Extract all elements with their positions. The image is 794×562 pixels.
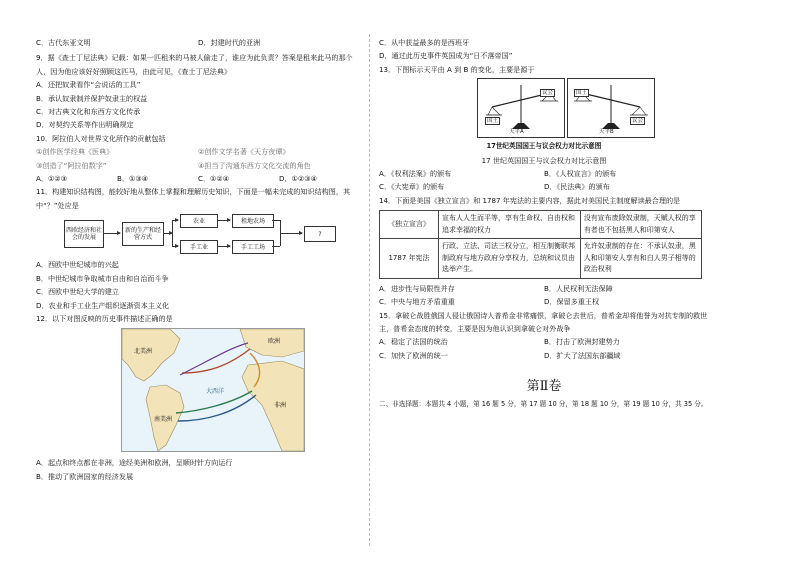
flow-origin-box: 西欧经济和社会的发展 xyxy=(64,220,104,248)
part-two-instructions: 二、非选择题：本题共 4 小题，第 16 题 5 分，第 17 题 10 分，第 18 题 10 分，第 19 题 10 分，共 35 分。 xyxy=(379,399,708,408)
flow-craft-box: 手工业 xyxy=(180,240,218,254)
q15-option-a: A．稳定了法国的统治 xyxy=(379,337,448,347)
q11-option-b: B．中世纪城市争取城市自由和自治而斗争 xyxy=(36,273,169,283)
q14-row1-head: 《独立宣言》 xyxy=(380,211,439,239)
column-divider xyxy=(369,34,370,546)
q10-item-2: ②创作文学名著《天方夜谭》 xyxy=(198,147,290,157)
scale-b xyxy=(567,78,655,138)
q13-scales-figure xyxy=(477,78,655,140)
q11-knowledge-flowchart xyxy=(64,214,364,254)
q10-item-1: ①创作医学经典《医典》 xyxy=(36,147,114,157)
q10-option-c: C．①②④ xyxy=(198,174,230,184)
q12-option-c: C．从中获益最多的是西班牙 xyxy=(379,38,470,47)
q14-row2-head: 1787 年宪法 xyxy=(380,239,439,279)
flow-branch-line xyxy=(172,220,173,246)
flow-arrow-6 xyxy=(218,246,230,247)
q13-option-a: A．《权利法案》的颁布 xyxy=(379,169,452,179)
q8-option-c: C．古代东亚文明 xyxy=(36,38,91,47)
flow-agri-box: 农业 xyxy=(180,214,218,228)
scale-a-parliament-label: 议会 xyxy=(542,90,554,97)
q13-options-cd xyxy=(379,180,709,193)
q10-option-a: A．①②③ xyxy=(36,174,68,184)
q13-figure-title: 17世纪英国国王与议会权力对比示意图 xyxy=(486,142,602,151)
q14-option-a: A．进步性与局限性并存 xyxy=(379,283,455,293)
q14-row1-note: 没有宣布废除奴隶制，天赋人权的享有者也不包括黑人和印第安人 xyxy=(580,211,701,239)
scale-b-name: 天平B xyxy=(599,129,614,136)
q10-item-4: ④担当了沟通东西方文化交流的角色 xyxy=(198,160,311,170)
q12-triangular-trade-map xyxy=(121,328,305,452)
q14-option-b: B．人民权利无法保障 xyxy=(544,283,613,293)
q9-option-d: D．对契约关系等作出明确规定 xyxy=(36,120,134,130)
map-label-north-america: 北美洲 xyxy=(134,348,153,356)
flow-arrow-2 xyxy=(164,233,172,234)
scale-a-king-label: 国王 xyxy=(487,118,499,125)
q15-option-c: C．加快了欧洲的统一 xyxy=(379,350,448,360)
q12-option-b: B．推动了欧洲国家的经济发展 xyxy=(36,471,134,481)
africa-shape xyxy=(242,361,304,451)
scale-a-name: 天平A xyxy=(509,129,524,136)
flow-arrow-4 xyxy=(172,246,178,247)
q13-options-ab xyxy=(379,167,709,180)
map-label-africa: 非洲 xyxy=(274,402,287,410)
scale-a xyxy=(477,78,565,138)
scale-b-parliament-label: 议会 xyxy=(632,118,644,125)
q8-options-cd xyxy=(36,36,360,49)
flow-rent-farm-box: 租地农场 xyxy=(232,214,274,228)
flow-unknown-box: ? xyxy=(304,226,336,242)
q15-stem: 15．拿破仑战胜俄国人侵让俄国诗人普希金非常痛恨，拿破仑去世后，普希金却将他誉为对抗专制的救世主，普希金态度的转变，主要是因为他认识到拿破仑对外战争 xyxy=(379,310,708,333)
q11-option-d: D．农业和手工业生产组织逐渐资本主义化 xyxy=(36,300,170,310)
q15-option-b: B．打击了欧洲封建势力 xyxy=(544,337,620,347)
q10-option-d: D．①②③④ xyxy=(279,174,317,184)
volume-two-title: 第Ⅱ卷 xyxy=(526,379,562,395)
q9-option-b: B．承认奴隶制并保护奴隶主的权益 xyxy=(36,93,148,103)
table-row xyxy=(380,211,702,239)
flow-merge-bottom xyxy=(272,246,280,247)
q12-option-a: A．起点和终点都在非洲，途经美洲和欧洲，呈顺时针方向运行 xyxy=(36,458,233,468)
q8-option-d: D．封建时代的亚洲 xyxy=(198,38,261,47)
right-column xyxy=(379,36,709,411)
flow-merge-top xyxy=(272,220,280,221)
q10-item-3: ③创造了“阿拉伯数字” xyxy=(36,160,107,170)
map-label-atlantic: 大西洋 xyxy=(206,388,225,396)
flow-arrow-7 xyxy=(280,233,302,234)
q9-stem: 9．据《查士丁尼法典》记载：如果一匹租来的马被人偷走了，谁应为此负责？答案是租来此马的那个人，因为他应该好好照顾这匹马，由此可见，《查士丁尼法典》 xyxy=(36,53,353,76)
q10-stem: 10．阿拉伯人对世界文化所作的贡献包括 xyxy=(36,133,166,143)
flow-arrow-1 xyxy=(104,233,120,234)
q10-items-row2 xyxy=(36,159,360,172)
flow-arrow-5 xyxy=(218,220,230,221)
q14-option-d: D．保留多重王权 xyxy=(544,297,600,307)
q14-option-c: C．中央与地方矛盾重重 xyxy=(379,297,455,307)
q11-option-c: C．西欧中世纪大学的建立 xyxy=(36,287,119,297)
q9-option-c: C．对古典文化和东西方文化传承 xyxy=(36,107,141,117)
q13-option-c: C．《大宪章》的颁布 xyxy=(379,182,445,192)
q13-option-b: B．《人权宣言》的颁布 xyxy=(544,169,617,179)
q12-stem: 12．以下对图反映的历史事件描述正确的是 xyxy=(36,313,173,323)
q10-option-b: B．①③④ xyxy=(117,174,149,184)
route-africa-america-2 xyxy=(178,395,256,421)
q13-figure-caption: 17 世纪英国国王与议会权力对比示意图 xyxy=(481,155,607,165)
map-label-south-america: 南美洲 xyxy=(154,416,173,424)
q14-stem: 14．下面是美国《独立宣言》和 1787 年宪法的主要内容，据此对美国民主制度解读最合理的是 xyxy=(379,195,681,205)
table-row xyxy=(380,239,702,279)
q14-row2-content: 行政、立法、司法三权分立，相互制衡联邦制政府与地方政府分享权力，总统和议员由选举产生。 xyxy=(439,239,581,279)
q14-options-cd xyxy=(379,295,709,308)
q15-option-d: D．扩大了法国东部疆域 xyxy=(544,350,621,360)
left-column xyxy=(36,36,360,483)
scale-b-king-label: 国王 xyxy=(576,90,588,97)
q12-option-d: D．通过此历史事件英国成为“日不落帝国” xyxy=(379,51,513,61)
flow-arrow-3 xyxy=(172,220,178,221)
flow-workshop-box: 手工工场 xyxy=(232,240,274,254)
q11-option-a: A．西欧中世纪城市的兴起 xyxy=(36,260,119,270)
q14-table xyxy=(379,210,702,279)
q14-row2-note: 允许奴隶制的存在：不承认奴隶，黑人和印第安人享有和白人男子相等的政治权利 xyxy=(580,239,701,279)
route-america-europe xyxy=(180,343,248,375)
q11-stem: 11．构建知识结构图，能较好地从整体上掌握和理解历史知识，下面是一幅未完成的知识结构图，其中“？”处应是 xyxy=(36,187,351,210)
q9-option-a: A．还把奴隶看作“会说话的工具” xyxy=(36,80,141,90)
q15-options-cd xyxy=(379,349,709,362)
map-label-europe: 欧洲 xyxy=(268,338,281,346)
q10-items-row1 xyxy=(36,145,360,158)
q14-row1-content: 宣布人人生而平等，享有生命权、自由权和追求幸福的权力 xyxy=(439,211,581,239)
q13-stem: 13．下图标示天平由 A 到 B 的变化，主要是源于 xyxy=(379,64,535,74)
flow-mid-box: 新的生产和经营方式 xyxy=(122,222,164,246)
q10-options xyxy=(36,172,360,185)
q14-options-ab xyxy=(379,282,709,295)
q13-option-d: D．《民法典》的颁布 xyxy=(544,182,610,192)
q15-options-ab xyxy=(379,335,709,348)
